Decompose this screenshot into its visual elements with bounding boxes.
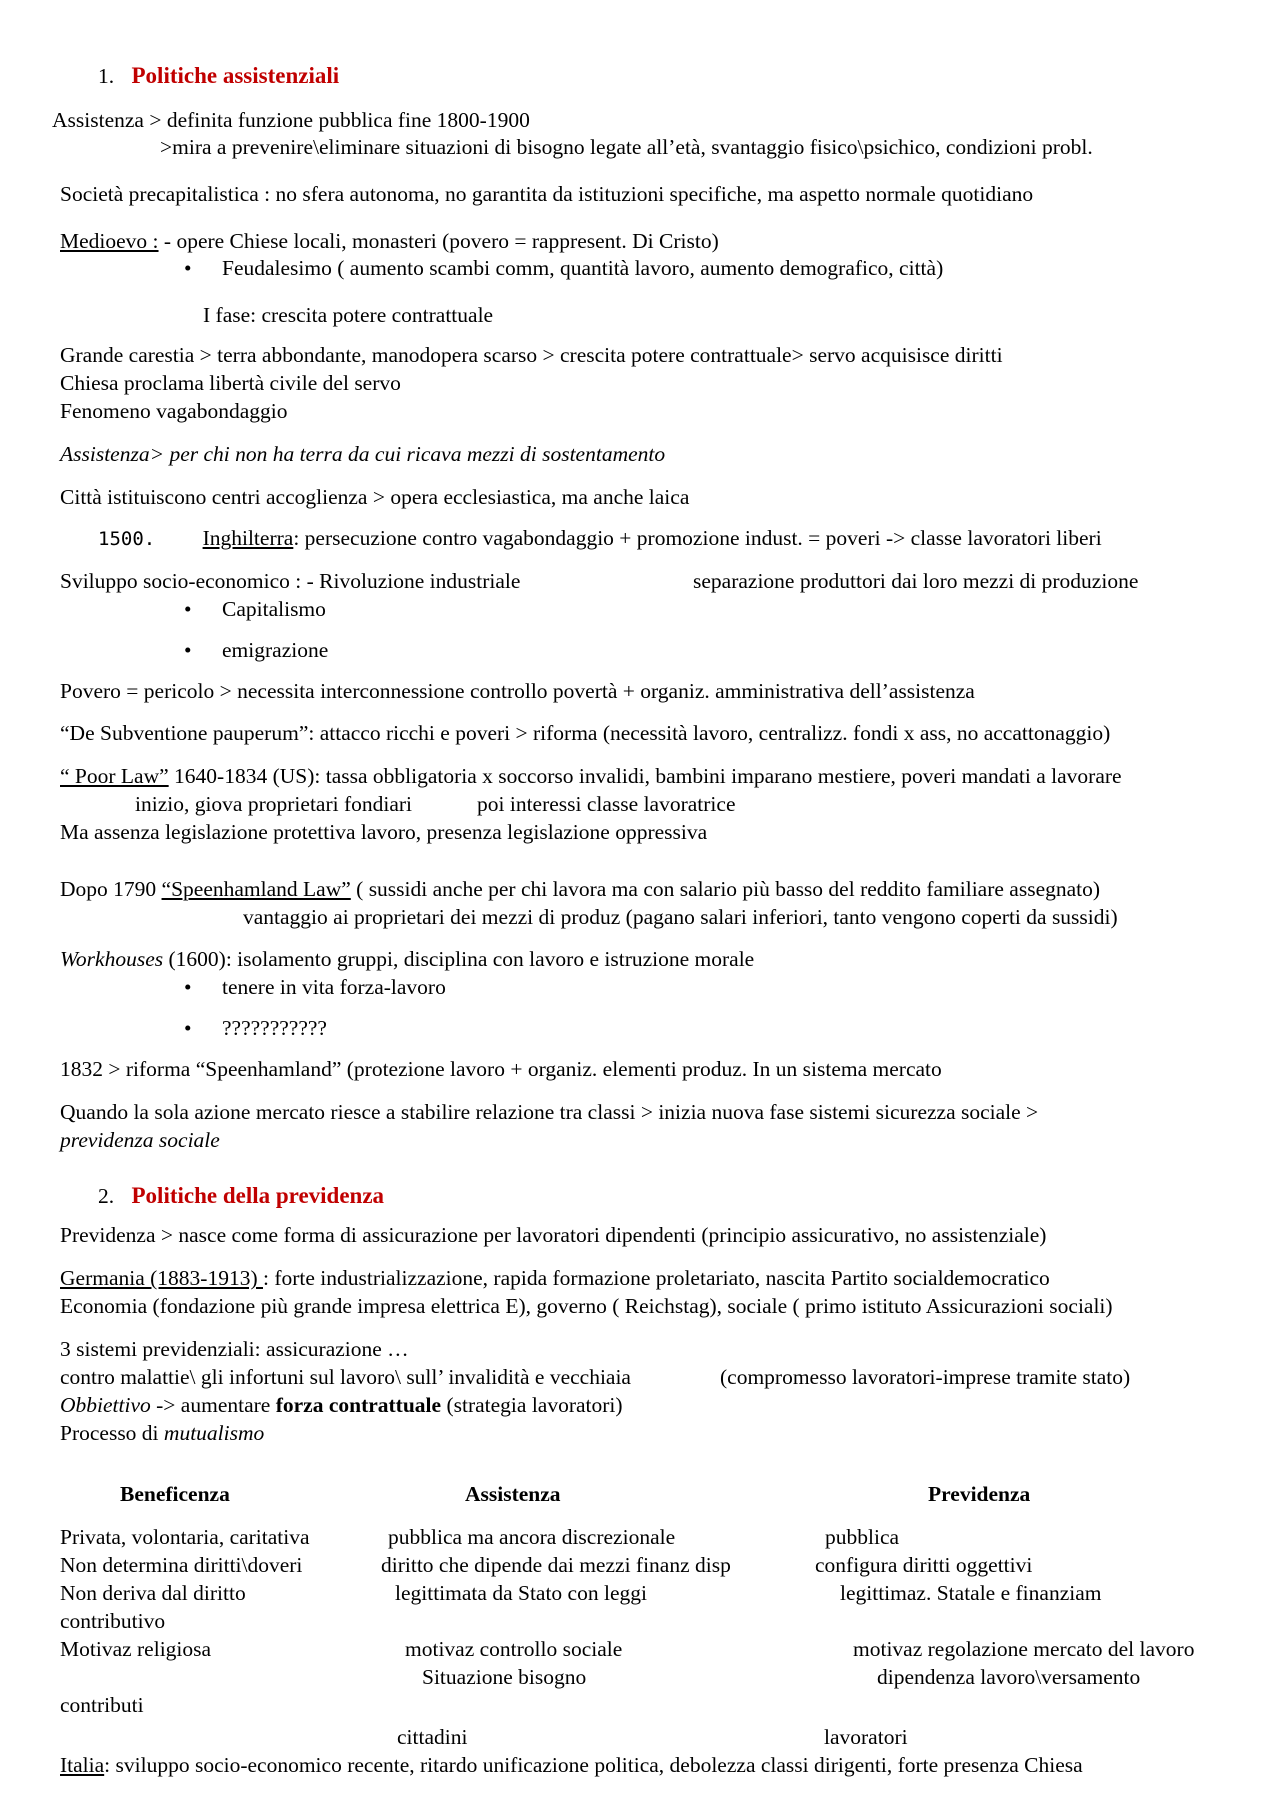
poor-law-line — [60, 763, 1122, 790]
table-cell: pubblica ma ancora discrezionale — [388, 1525, 676, 1549]
italia-line — [60, 1752, 1083, 1779]
italia-label: Italia — [60, 1753, 105, 1777]
bullet-item: • tenere in vita forza-lavoro — [222, 974, 446, 1001]
bullet-item: • ??????????? — [222, 1015, 327, 1042]
section-1-number: 1. — [98, 64, 115, 88]
workhouses-line — [60, 946, 754, 973]
section-2-heading — [98, 1182, 384, 1210]
text-line: vantaggio ai proprietari dei mezzi di produz (pagano salari inferiori, tanto vengono coperti da sussidi) — [243, 905, 1118, 929]
text-line: Grande carestia > terra abbondante, manodopera scarso > crescita potere contrattuale> servo acquisisce diritti — [60, 343, 1003, 367]
table-cell: contributi — [60, 1693, 144, 1717]
text-line: Povero = pericolo > necessita interconnessione controllo povertà + organiz. amministrativa dell’assistenza — [60, 679, 975, 703]
italia-text: : sviluppo socio-economico recente, ritardo unificazione politica, debolezza classi dirigenti, forte presenza Chiesa — [104, 1753, 1083, 1777]
table-cell: Non determina diritti\doveri — [60, 1553, 303, 1577]
section-1-title: Politiche assistenziali — [131, 63, 340, 88]
text-line: contro malattie\ gli infortuni sul lavoro\ sull’ invalidità e vecchiaia — [60, 1365, 631, 1389]
text-line: >mira a prevenire\eliminare situazioni di bisogno legate all’età, svantaggio fisico\psichico, condizioni probl. — [160, 135, 1093, 159]
table-header: Beneficenza — [120, 1482, 230, 1506]
mutualismo-prefix: Processo di — [60, 1421, 164, 1445]
medioevo-line — [60, 228, 719, 255]
text-line: Chiesa proclama libertà civile del servo — [60, 371, 401, 395]
table-cell: motivaz regolazione mercato del lavoro — [853, 1637, 1195, 1661]
text-line: Sviluppo socio-economico : - Rivoluzione industriale — [60, 569, 521, 593]
table-cell: pubblica — [825, 1525, 900, 1549]
table-cell: legittimaz. Statale e finanziam — [840, 1581, 1102, 1605]
obbiettivo-tail: (strategia lavoratori) — [441, 1393, 623, 1417]
text-line: Fenomeno vagabondaggio — [60, 399, 288, 423]
year-label: 1500. — [98, 528, 156, 550]
text-line: I fase: crescita potere contrattuale — [203, 303, 494, 327]
table-cell: diritto che dipende dai mezzi finanz disp — [381, 1553, 731, 1577]
inghilterra-label: Inghilterra — [202, 526, 294, 550]
section-1-heading — [98, 62, 339, 90]
text-line: inizio, giova proprietari fondiari — [135, 792, 413, 816]
text-line: Città istituiscono centri accoglienza > opera ecclesiastica, ma anche laica — [60, 485, 690, 509]
speenhamland-prefix: Dopo 1790 — [60, 877, 162, 901]
medioevo-text: - opere Chiese locali, monasteri (povero = rappresent. Di Cristo) — [158, 229, 719, 253]
obbiettivo-text: -> aumentare — [150, 1393, 276, 1417]
medioevo-label: Medioevo : — [60, 229, 159, 253]
text-line: poi interessi classe lavoratrice — [477, 792, 736, 816]
text-line: previdenza sociale — [60, 1128, 220, 1152]
speenhamland-line — [60, 876, 1100, 903]
mutualismo-line — [60, 1420, 264, 1447]
text-line: 1832 > riforma “Speenhamland” (protezione lavoro + organiz. elementi produz. In un sistema mercato — [60, 1057, 942, 1081]
text-line: Assistenza> per chi non ha terra da cui ricava mezzi di sostentamento — [60, 442, 666, 466]
table-cell: Non deriva dal diritto — [60, 1581, 246, 1605]
table-cell: dipendenza lavoro\versamento — [877, 1665, 1141, 1689]
section-2-title: Politiche della previdenza — [131, 1183, 385, 1208]
germania-label: Germania (1883-1913) — [60, 1266, 263, 1290]
table-cell: Situazione bisogno — [422, 1665, 587, 1689]
text-line: 3 sistemi previdenziali: assicurazione … — [60, 1337, 409, 1361]
text-line: separazione produttori dai loro mezzi di produzione — [693, 569, 1139, 593]
speenhamland-text: ( sussidi anche per chi lavora ma con salario più basso del reddito familiare assegnato) — [350, 877, 1101, 901]
table-cell: configura diritti oggettivi — [815, 1553, 1033, 1577]
text-line: Economia (fondazione più grande impresa elettrica E), governo ( Reichstag), sociale ( primo istituto Assicurazioni sociali) — [60, 1294, 1113, 1318]
text-line: Assistenza > definita funzione pubblica fine 1800-1900 — [52, 108, 530, 132]
bullet-item: • emigrazione — [222, 637, 328, 664]
obbiettivo-bold: forza contrattuale — [275, 1393, 442, 1417]
table-cell: lavoratori — [824, 1725, 908, 1749]
table-cell: Motivaz religiosa — [60, 1637, 212, 1661]
obbiettivo-line — [60, 1392, 623, 1419]
table-cell: motivaz controllo sociale — [405, 1637, 623, 1661]
table-header: Previdenza — [928, 1482, 1031, 1506]
table-cell: contributivo — [60, 1609, 166, 1633]
germania-line — [60, 1265, 1050, 1292]
bullet-item: • Capitalismo — [222, 596, 326, 623]
text-line: Quando la sola azione mercato riesce a stabilire relazione tra classi > inizia nuova fase sistemi sicurezza sociale > — [60, 1100, 1039, 1124]
section-2-number: 2. — [98, 1184, 115, 1208]
obbiettivo-label: Obbiettivo — [60, 1393, 151, 1417]
workhouses-label: Workhouses — [60, 947, 164, 971]
text-line: “De Subventione pauperum”: attacco ricchi e poveri > riforma (necessità lavoro, centralizz. fondi x ass, no accattonaggio) — [60, 721, 1111, 745]
text-line: Società precapitalistica : no sfera autonoma, no garantita da istituzioni specifiche, ma aspetto normale quotidiano — [60, 182, 1034, 206]
table-cell: Privata, volontaria, caritativa — [60, 1525, 310, 1549]
germania-text: : forte industrializzazione, rapida formazione proletariato, nascita Partito socialdemocratico — [263, 1266, 1050, 1290]
poor-law-label: “ Poor Law” — [60, 764, 169, 788]
table-cell: cittadini — [397, 1725, 468, 1749]
table-cell: legittimata da Stato con leggi — [395, 1581, 647, 1605]
inghilterra-text: : persecuzione contro vagabondaggio + promozione indust. = poveri -> classe lavoratori liberi — [293, 526, 1102, 550]
text-line: Previdenza > nasce come forma di assicurazione per lavoratori dipendenti (principio assicurativo, no assistenziale) — [60, 1223, 1047, 1247]
text-line: (compromesso lavoratori-imprese tramite stato) — [720, 1365, 1131, 1389]
poor-law-text: 1640-1834 (US): tassa obbligatoria x soccorso invalidi, bambini imparano mestiere, poveri mandati a lavorare — [168, 764, 1122, 788]
inghilterra-line — [98, 525, 1102, 553]
workhouses-text: (1600): isolamento gruppi, disciplina con lavoro e istruzione morale — [163, 947, 755, 971]
mutualismo-label: mutualismo — [163, 1421, 265, 1445]
speenhamland-label: “Speenhamland Law” — [161, 877, 351, 901]
table-header: Assistenza — [465, 1482, 561, 1506]
bullet-item: • Feudalesimo ( aumento scambi comm, quantità lavoro, aumento demografico, città) — [222, 255, 943, 282]
text-line: Ma assenza legislazione protettiva lavoro, presenza legislazione oppressiva — [60, 820, 708, 844]
